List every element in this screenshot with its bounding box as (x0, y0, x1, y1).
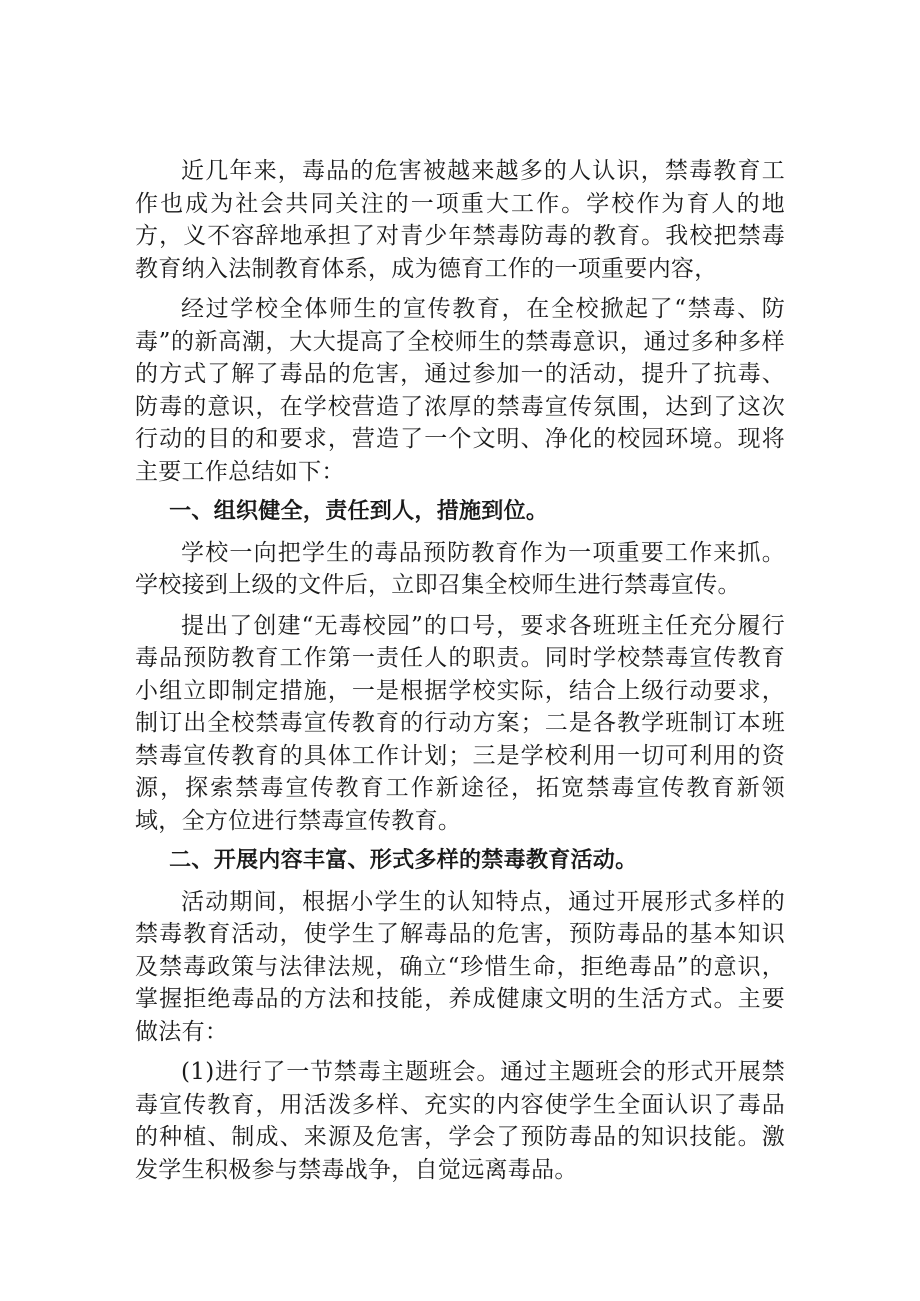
section-heading-2: 二、开展内容丰富、形式多样的禁毒教育活动。 (169, 848, 638, 873)
paragraph-section2-b: (1)进行了一节禁毒主题班会。通过主题班会的形式开展禁毒宣传教育，用活泼多样、充实的内容使学生全面认识了毒品的种植、制成、来源及危害，学会了预防毒品的知识技能。激发学生积极参与禁毒战争，自觉远离毒品。 (135, 1059, 785, 1183)
section-heading-1: 一、组织健全，责任到人，措施到位。 (169, 499, 549, 524)
paragraph-intro: 近几年来，毒品的危害被越来越多的人认识，禁毒教育工作也成为社会共同关注的一项重大工作。学校作为育人的地方，义不容辞地承担了对青少年禁毒防毒的教育。我校把禁毒教育纳入法制教育体系，成为德育工作的一项重要内容， (135, 158, 785, 282)
paragraph-summary: 经过学校全体师生的宣传教育，在全校掀起了“禁毒、防毒”的新高潮，大大提高了全校师生的禁毒意识，通过多种多样的方式了解了毒品的危害，通过参加一的活动，提升了抗毒、防毒的意识，在学校营造了浓厚的禁毒宣传氛围，达到了这次行动的目的和要求，营造了一个文明、净化的校园环境。现将主要工作总结如下： (135, 296, 785, 485)
paragraph-section2-a: 活动期间，根据小学生的认知特点，通过开展形式多样的禁毒教育活动，使学生了解毒品的危害，预防毒品的基本知识及禁毒政策与法律法规，确立“珍惜生命，拒绝毒品”的意识，掌握拒绝毒品的方法和技能，养成健康文明的生活方式。主要做法有： (135, 888, 785, 1045)
document-body (135, 155, 785, 1194)
paragraph-section1-a: 学校一向把学生的毒品预防教育作为一项重要工作来抓。学校接到上级的文件后，立即召集全校师生进行禁毒宣传。 (135, 539, 785, 598)
paragraph-section1-b: 提出了创建“无毒校园”的口号，要求各班班主任充分履行毒品预防教育工作第一责任人的职责。同时学校禁毒宣传教育小组立即制定措施，一是根据学校实际，结合上级行动要求，制订出全校禁毒宣传教育的行动方案；二是各教学班制订本班禁毒宣传教育的具体工作计划；三是学校利用一切可利用的资源，探索禁毒宣传教育工作新途径，拓宽禁毒宣传教育新领域，全方位进行禁毒宣传教育。 (135, 612, 785, 834)
